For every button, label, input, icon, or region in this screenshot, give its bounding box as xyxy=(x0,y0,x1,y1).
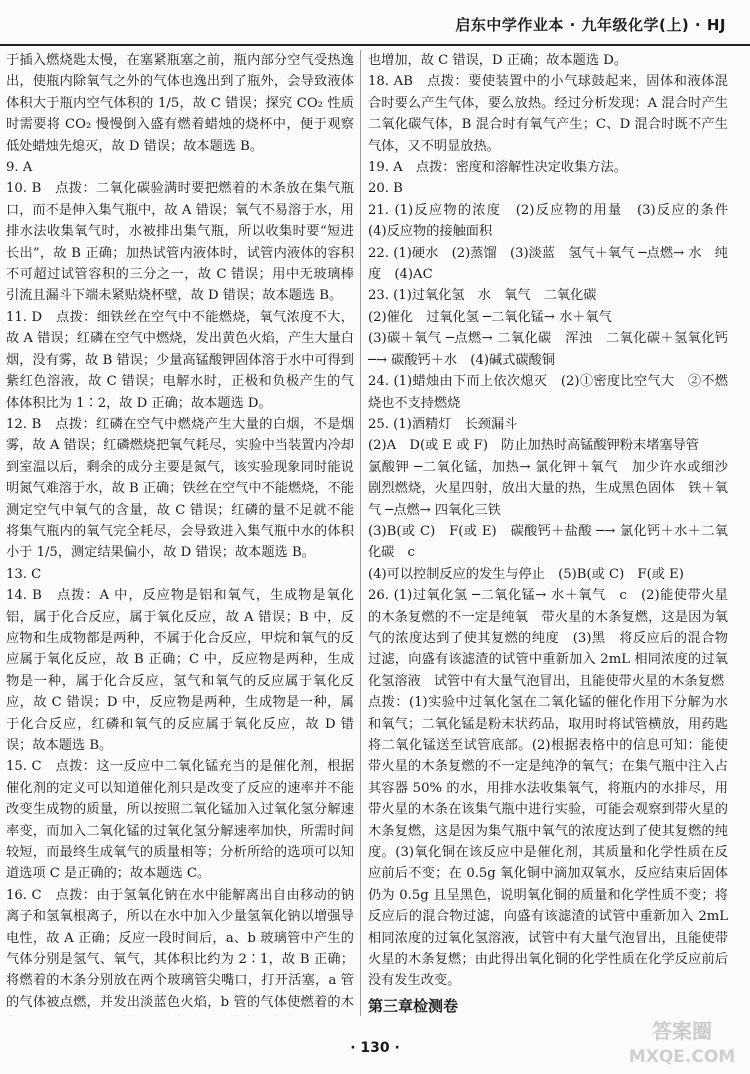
page-header xyxy=(0,0,750,46)
watermark-logo xyxy=(622,1014,742,1070)
answer-item: 16. C 点拨：由于氢氧化钠在水中能解离出自由移动的钠离子和氢氧根离子，所以在水中加入少量氢氧化钠以增强导电性，故 A 正确；反应一段时间后，a、b 玻璃管中产生的气体分别是氢气、氧气，其体积比约为 2∶1，故 B 正确；将燃着的木条分别放在两个玻璃管尖嘴口，打开活塞，a 管的气体被点燃，并发出淡蓝色火焰，b 管的气体使燃着的木 xyxy=(6,887,354,1010)
answer-item: 20. B xyxy=(368,181,403,197)
page-title: 启东中学作业本 · 九年级化学(上) · HJ xyxy=(455,16,726,34)
answer-item: 15. C 点拨：这一反应中二氧化锰充当的是催化剂，根据催化剂的定义可以知道催化剂只是改变了反应的速率并不能改变生成物的质量，所以按照二氧化锰加入过氧化氢分解速率变，而加入二氧化锰的过氧化氢分解速率加快，所需时间较短，而最终生成氧气的质量相等；分析所给的选项可以知道选项 C 是正确的；故本题选 C。 xyxy=(6,759,354,882)
answer-item: 21. (1)反应物的浓度 (2)反应物的用量 (3)反应的条件 (4)反应物的接触面积 xyxy=(368,202,728,240)
answer-item: (4)可以控制反应的发生与停止 (5)B(或 C) F(或 E) xyxy=(368,566,684,582)
answer-item: 于插入燃烧匙太慢，在塞紧瓶塞之前，瓶内部分空气受热逸出，使瓶内除氧气之外的气体也逸出到了瓶外，会导致液体体积大于瓶内空气体积的 1/5，故 C 错误；探究 CO₂ 性质时需要将 CO₂ 慢慢倒入盛有燃着蜡烛的烧杯中，便于观察低处蜡烛先熄灭，故 D 错误；故本题选 B。 xyxy=(6,53,354,154)
answer-item: (3)B(或 C) F(或 E) 碳酸钙＋盐酸 ─→ 氯化钙＋水＋二氧化碳 c xyxy=(368,523,728,561)
explanation-note: 点拨：(1)实验中过氧化氢在二氧化锰的催化作用下分解为水和氧气；二氧化锰是粉末状药品，取用时将试管横放，用药匙将二氧化锰送至试管底部。(2)根据表格中的信息可知：能使带火星的木条复燃的不一定是纯净的氧气；在集气瓶中注入占其容器 50% 的水，用排水法收集氧气，将瓶内的水排尽，用带火星的木条在该集气瓶中进行实验，可能会观察到带火星的木条复燃，这是因为集气瓶中氧气的浓度达到了使其复燃的纯度。(3)氧化铜在该反应中是催化剂，其质量和化学性质在反应前后不变；在 0.5g 氧化铜中滴加双氧水，反应结束后固体仍为 0.5g 且呈黑色，说明氧化铜的质量和化学性质不变；将反应后的混合物过滤，向盛有该滤渣的试管中重新加入 2mL 相同浓度的过氧化氢溶液，试管中有大量气泡冒出，且能使带火星的木条复燃；由此得出氧化铜的化学性质在化学反应前后没有发生改变。 xyxy=(368,695,728,989)
watermark-label: 答案圈 xyxy=(652,1019,712,1043)
answer-item: 24. (1)蜡烛由下而上依次熄灭 (2)①密度比空气大 ②不燃烧也不支持燃烧 xyxy=(368,374,728,411)
answer-item: 26. (1)过氧化氢 ─二氧化锰→ 水＋氧气 c (2)能使带火星的木条复燃的不一定是纯氧 带火星的木条复燃，这是因为氧气的浓度达到了使其复燃的纯度 (3)黑 将反应后的混合物过滤，向盛有该滤渣的试管中重新加入 2mL 相同浓度的过氧化氢溶液 试管中有大量气泡冒出，且能使带火星的木条复燃 xyxy=(368,588,728,689)
answer-item: 13. C xyxy=(6,566,42,582)
answer-item: (2)催化 过氧化氢 ─二氧化锰→ 水＋氧气 xyxy=(368,309,612,325)
answer-item: 12. B 点拨：红磷在空气中燃烧产生大量的白烟，不是烟雾，故 A 错误；红磷燃烧把氧气耗尽，实验中当装置内冷却到室温以后，剩余的成分主要是氮气，该实验现象同时能说明氮气难溶于水，故 B 正确；铁丝在空气中不能燃烧，不能测定空气中氧气的含量，故 C 错误；红磷的量不足就不能将集气瓶内的氧气完全耗尽，会导致进入集气瓶中水的体积小于 1/5，测定结果偏小，故 D 错误；故本题选 B。 xyxy=(6,416,354,561)
answer-item: 也增加，故 C 错误，D 正确；故本题选 D。 xyxy=(368,53,628,68)
answer-item: 10. B 点拨：二氧化碳验满时要把燃着的木条放在集气瓶口，而不是伸入集气瓶中，故 A 错误；氧气不易溶于水，用排水法收集氧气时，水被排出集气瓶，所以收集时要“短进长出”，故 B 正确；加热试管内液体时，试管内液体的容积不可超过试管容积的三分之一，故 C 错误；用中无玻璃棒引流且漏斗下端未紧贴烧杯壁，故 D 错误；故本题选 B。 xyxy=(6,181,354,304)
answer-item: 11. D 点拨：细铁丝在空气中不能燃烧，氧气浓度不大，故 A 错误；红磷在空气中燃烧，发出黄色火焰，产生大量白烟，没有雾，故 B 错误；少量高锰酸钾固体溶于水中可得到紫红色溶液，故 C 错误；电解水时，正极和负极产生的气体体积比为 1∶2，故 D 正确；故本题选 D。 xyxy=(6,309,354,411)
section-title: 第三章检测卷 xyxy=(368,996,464,1016)
watermark-domain: MXQE.COM xyxy=(628,1047,736,1067)
column-divider xyxy=(360,50,361,1016)
answer-item: 19. A 点拨：密度和溶解性决定收集方法。 xyxy=(368,160,627,176)
right-column xyxy=(368,50,728,1016)
answer-item: 22. (1)硬水 (2)蒸馏 (3)淡蓝 氢气＋氧气 ─点燃→ 水 纯度 (4)AC xyxy=(368,245,728,283)
left-column xyxy=(6,50,354,1016)
page-number: · 130 · xyxy=(350,1040,400,1056)
answer-item: (2)A D(或 E 或 F) 防止加热时高锰酸钾粉末堵塞导管 xyxy=(368,438,699,454)
answer-item: 23. (1)过氧化氢 水 氧气 二氧化碳 xyxy=(368,288,597,304)
answer-item: 25. (1)酒精灯 长颈漏斗 xyxy=(368,416,518,432)
answer-item: 14. B 点拨：A 中，反应物是铝和氧气，生成物是氧化铝，属于化合反应，属于氧化反应，故 A 错误；B 中，反应物和生成物都是两种，不属于化合反应，甲烷和氧气的反应属于氧化反应，故 B 正确；C 中，反应物是两种，生成物是一种，属于化合反应，氢气和氧气的反应属于氧化反应，故 C 错误；D 中，反应物是两种，生成物是一种，属于化合反应，红磷和氧气的反应属于氧化反应，故 D 错误；故本题选 B。 xyxy=(6,588,354,753)
answer-item: (3)碳＋氧气 ─点燃→ 二氧化碳 浑浊 二氧化碳＋氢氧化钙 ─→ 碳酸钙＋水 (4)碱式碳酸铜 xyxy=(368,331,728,368)
answer-item: 氯酸钾 ─二氧化锰，加热→ 氯化钾＋氧气 加少许水或细沙 剧烈燃烧，火星四射，放出大量的热，生成黑色固体 铁＋氧气 ─点燃→ 四氧化三铁 xyxy=(368,459,728,518)
answer-item: 9. A xyxy=(6,160,33,176)
answer-item: 18. AB 点拨：要使装置中的小气球鼓起来，固体和液体混合时要么产生气体，要么放热。经过分析发现：A 混合时产生二氧化碳气体，B 混合时有氧气产生；C、D 混合时既不产生气体，又不明显放热。 xyxy=(368,74,728,154)
